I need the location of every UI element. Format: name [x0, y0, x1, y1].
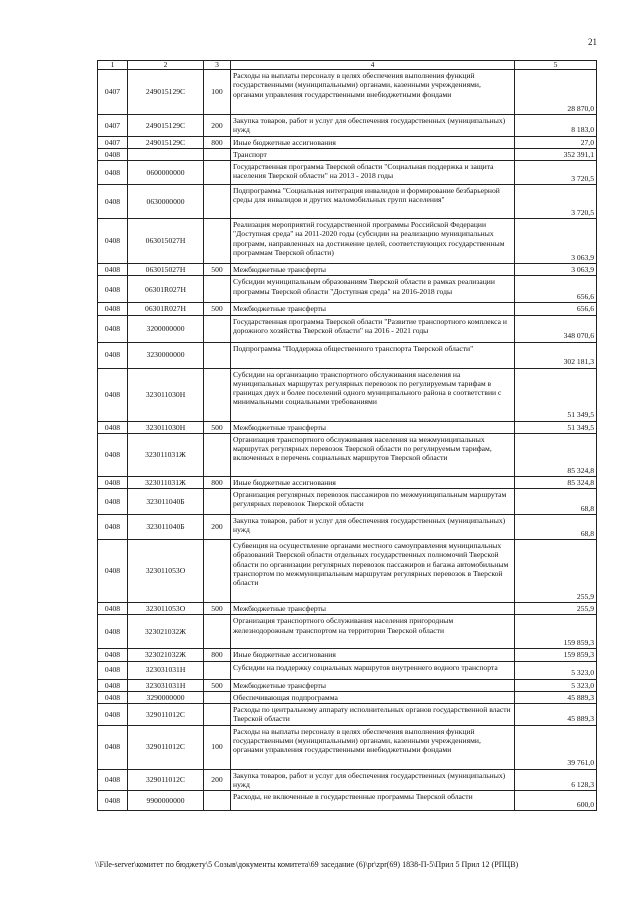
cell-amount: 51 349,5 — [515, 421, 597, 433]
table-row — [98, 489, 597, 515]
cell-code: 0630000000 — [128, 185, 204, 219]
cell-description: Межбюджетные трансферты — [231, 603, 515, 615]
table-row — [98, 185, 597, 219]
cell-amount: 68,8 — [515, 489, 597, 515]
table-row — [98, 342, 597, 368]
cell-code: 9900000000 — [128, 791, 204, 811]
table-row — [98, 433, 597, 476]
cell-amount: 5 323,0 — [515, 679, 597, 691]
cell-amount: 28 870,0 — [515, 70, 597, 115]
cell-section: 0408 — [98, 691, 128, 703]
table-row — [98, 691, 597, 703]
table-row — [98, 264, 597, 276]
table-row — [98, 791, 597, 811]
cell-type — [204, 791, 231, 811]
cell-type: 200 — [204, 515, 231, 540]
cell-description: Закупка товаров, работ и услуг для обеспечения государственных (муниципальных) нужд — [231, 515, 515, 540]
cell-code: 323011030H — [128, 421, 204, 433]
table-row — [98, 276, 597, 303]
cell-description: Расходы на выплаты персоналу в целях обеспечения выполнения функций государственными (муниципальными) органами, казенными учреждениями, органами управления государственными внебюджетными фондами — [231, 70, 515, 115]
cell-code: 323011031Ж — [128, 433, 204, 476]
cell-section: 0408 — [98, 315, 128, 342]
cell-section: 0408 — [98, 368, 128, 421]
cell-code: 063015027H — [128, 264, 204, 276]
cell-type — [204, 342, 231, 368]
cell-type: 100 — [204, 725, 231, 769]
cell-section: 0408 — [98, 725, 128, 769]
cell-type — [204, 315, 231, 342]
cell-amount: 348 070,6 — [515, 315, 597, 342]
cell-description: Субсидии на организацию транспортного обслуживания населения на муниципальных маршрутах регулярных перевозок по регулируемым тарифам в границах двух и более поселений одного муниципального района в соответствии с минимальными социальными требованиями — [231, 368, 515, 421]
cell-type: 500 — [204, 679, 231, 691]
cell-type — [204, 148, 231, 160]
cell-amount: 39 761,0 — [515, 725, 597, 769]
cell-type: 500 — [204, 303, 231, 315]
cell-amount: 159 859,3 — [515, 649, 597, 661]
table-row — [98, 148, 597, 160]
cell-description: Закупка товаров, работ и услуг для обеспечения государственных (муниципальных) нужд — [231, 115, 515, 137]
cell-section: 0408 — [98, 679, 128, 691]
cell-section: 0407 — [98, 70, 128, 115]
cell-section: 0408 — [98, 433, 128, 476]
cell-type: 100 — [204, 70, 231, 115]
cell-section: 0408 — [98, 148, 128, 160]
cell-type — [204, 691, 231, 703]
cell-description: Реализация мероприятий государственной программы Российской Федерации "Доступная среда" на 2011-2020 годы (субсидии на реализацию муниципальных программ, направленных на достижение целей, соответствующих государственным программам Тверской области) — [231, 219, 515, 264]
cell-amount: 6 128,3 — [515, 769, 597, 791]
cell-amount: 656,6 — [515, 303, 597, 315]
table-row — [98, 219, 597, 264]
table-row — [98, 615, 597, 649]
cell-description: Иные бюджетные ассигнования — [231, 136, 515, 148]
cell-code: 323021032Ж — [128, 649, 204, 661]
cell-section: 0408 — [98, 161, 128, 185]
cell-code: 3230000000 — [128, 342, 204, 368]
cell-amount: 600,0 — [515, 791, 597, 811]
cell-section: 0408 — [98, 649, 128, 661]
cell-description: Организация регулярных перевозок пассажиров по межмуниципальным маршрутам регулярных перевозок Тверской области — [231, 489, 515, 515]
cell-type — [204, 540, 231, 603]
cell-section: 0408 — [98, 515, 128, 540]
cell-code: 249015129C — [128, 115, 204, 137]
cell-section: 0408 — [98, 791, 128, 811]
table-row — [98, 421, 597, 433]
cell-section: 0408 — [98, 540, 128, 603]
table-row — [98, 661, 597, 679]
column-header-row — [98, 61, 597, 70]
cell-type: 500 — [204, 421, 231, 433]
cell-description: Подпрограмма "Социальная интеграция инвалидов и формирование безбарьерной среды для инвалидов и других маломобильных групп населения" — [231, 185, 515, 219]
cell-code: 3200000000 — [128, 315, 204, 342]
table-row — [98, 303, 597, 315]
cell-description: Закупка товаров, работ и услуг для обеспечения государственных (муниципальных) нужд — [231, 769, 515, 791]
table-row — [98, 115, 597, 137]
cell-code: 329011012C — [128, 704, 204, 726]
table-row — [98, 161, 597, 185]
cell-code: 249015129C — [128, 136, 204, 148]
cell-description: Государственная программа Тверской области "Развитие транспортного комплекса и дорожного хозяйства Тверской области" на 2016 - 2021 годы — [231, 315, 515, 342]
cell-type — [204, 704, 231, 726]
cell-type: 500 — [204, 264, 231, 276]
table-body — [98, 70, 597, 811]
cell-code: 06301R027H — [128, 303, 204, 315]
table-row — [98, 704, 597, 726]
column-header: 5 — [515, 61, 597, 70]
cell-type — [204, 433, 231, 476]
cell-code: 323011040Б — [128, 489, 204, 515]
cell-section: 0407 — [98, 136, 128, 148]
cell-code: 323011053О — [128, 603, 204, 615]
cell-amount: 656,6 — [515, 276, 597, 303]
cell-type — [204, 161, 231, 185]
cell-amount: 51 349,5 — [515, 368, 597, 421]
file-path-footer: \\File-server\комитет по бюджету\5 Созыв\документы комитета\69 заседание (6)\pr\zpr(69) 1838-П-5\Прил 5 Прил 12 (РПЦВ) — [95, 860, 519, 869]
cell-amount: 8 183,0 — [515, 115, 597, 137]
column-header: 2 — [128, 61, 204, 70]
cell-type — [204, 489, 231, 515]
cell-code — [128, 148, 204, 160]
cell-code: 323021032Ж — [128, 615, 204, 649]
cell-amount: 3 063,9 — [515, 219, 597, 264]
table-row — [98, 540, 597, 603]
cell-amount: 255,9 — [515, 540, 597, 603]
cell-code: 323011040Б — [128, 515, 204, 540]
cell-type: 200 — [204, 769, 231, 791]
cell-description: Организация транспортного обслуживания населения на межмуниципальных маршрутах регулярных перевозок Тверской области по регулируемым тарифам, включенных в перечень социальных маршрутов Тверской области — [231, 433, 515, 476]
page-number: 21 — [588, 37, 597, 47]
table-row — [98, 476, 597, 488]
cell-code: 323031031H — [128, 679, 204, 691]
cell-type: 800 — [204, 649, 231, 661]
cell-amount: 302 181,3 — [515, 342, 597, 368]
cell-type: 800 — [204, 136, 231, 148]
cell-amount: 3 720,5 — [515, 185, 597, 219]
cell-amount: 27,0 — [515, 136, 597, 148]
cell-amount: 85 324,8 — [515, 476, 597, 488]
cell-amount: 352 391,1 — [515, 148, 597, 160]
table-row — [98, 515, 597, 540]
cell-code: 323031031H — [128, 661, 204, 679]
column-header: 1 — [98, 61, 128, 70]
cell-section: 0408 — [98, 769, 128, 791]
cell-description: Межбюджетные трансферты — [231, 303, 515, 315]
cell-code: 323011053О — [128, 540, 204, 603]
cell-code: 249015129C — [128, 70, 204, 115]
cell-amount: 45 889,3 — [515, 691, 597, 703]
cell-section: 0407 — [98, 115, 128, 137]
cell-code: 329011012C — [128, 725, 204, 769]
cell-amount: 255,9 — [515, 603, 597, 615]
cell-description: Субвенция на осуществление органами местного самоуправления муниципальных образований Тверской области отдельных государственных полномочий Тверской области по организации регулярных перевозок пассажиров и багажа автомобильным транспортом по межмуниципальным маршрутам регулярных перевозок в Тверской области — [231, 540, 515, 603]
cell-section: 0408 — [98, 219, 128, 264]
cell-description: Межбюджетные трансферты — [231, 679, 515, 691]
budget-table — [97, 60, 597, 811]
cell-description: Государственная программа Тверской области "Социальная поддержка и защита населения Тверской области" на 2013 - 2018 годы — [231, 161, 515, 185]
cell-code: 0600000000 — [128, 161, 204, 185]
table-row — [98, 136, 597, 148]
cell-amount: 5 323,0 — [515, 661, 597, 679]
cell-amount: 3 063,9 — [515, 264, 597, 276]
cell-description: Расходы, не включенные в государственные программы Тверской области — [231, 791, 515, 811]
cell-type — [204, 185, 231, 219]
cell-description: Расходы по центральному аппарату исполнительных органов государственной власти Тверской области — [231, 704, 515, 726]
cell-description: Иные бюджетные ассигнования — [231, 476, 515, 488]
cell-type — [204, 615, 231, 649]
table-row — [98, 368, 597, 421]
cell-code: 06301R027H — [128, 276, 204, 303]
cell-amount: 45 889,3 — [515, 704, 597, 726]
cell-section: 0408 — [98, 615, 128, 649]
table-row — [98, 315, 597, 342]
table-row — [98, 769, 597, 791]
table-row — [98, 603, 597, 615]
table-row — [98, 679, 597, 691]
cell-description: Обеспечивающая подпрограмма — [231, 691, 515, 703]
cell-code: 3290000000 — [128, 691, 204, 703]
cell-code: 329011012C — [128, 769, 204, 791]
table-row — [98, 725, 597, 769]
table-row — [98, 649, 597, 661]
cell-type — [204, 276, 231, 303]
cell-type: 500 — [204, 603, 231, 615]
cell-description: Субсидии на поддержку социальных маршрутов внутреннего водного транспорта — [231, 661, 515, 679]
cell-type — [204, 661, 231, 679]
cell-description: Иные бюджетные ассигнования — [231, 649, 515, 661]
cell-section: 0408 — [98, 276, 128, 303]
cell-section: 0408 — [98, 421, 128, 433]
cell-section: 0408 — [98, 185, 128, 219]
cell-description: Расходы на выплаты персоналу в целях обеспечения выполнения функций государственными (муниципальными) органами, казенными учреждениями, органами управления государственными внебюджетными фондами — [231, 725, 515, 769]
cell-type — [204, 219, 231, 264]
cell-code: 063015027H — [128, 219, 204, 264]
cell-section: 0408 — [98, 264, 128, 276]
cell-section: 0408 — [98, 342, 128, 368]
cell-type: 800 — [204, 476, 231, 488]
column-header: 3 — [204, 61, 231, 70]
cell-description: Субсидии муниципальным образованиям Тверской области в рамках реализации программы Тверской области "Доступная среда" на 2016-2018 годы — [231, 276, 515, 303]
cell-amount: 68,8 — [515, 515, 597, 540]
cell-description: Подпрограмма "Поддержка общественного транспорта Тверской области" — [231, 342, 515, 368]
table-row — [98, 70, 597, 115]
cell-section: 0408 — [98, 303, 128, 315]
cell-description: Межбюджетные трансферты — [231, 264, 515, 276]
cell-description: Транспорт — [231, 148, 515, 160]
cell-type — [204, 368, 231, 421]
cell-section: 0408 — [98, 603, 128, 615]
cell-code: 323011031Ж — [128, 476, 204, 488]
cell-amount: 85 324,8 — [515, 433, 597, 476]
cell-amount: 3 720,5 — [515, 161, 597, 185]
cell-section: 0408 — [98, 661, 128, 679]
cell-description: Межбюджетные трансферты — [231, 421, 515, 433]
cell-description: Организация транспортного обслуживания населения пригородным железнодорожным транспортом на территории Тверской области — [231, 615, 515, 649]
cell-section: 0408 — [98, 489, 128, 515]
cell-amount: 159 859,3 — [515, 615, 597, 649]
cell-section: 0408 — [98, 704, 128, 726]
column-header: 4 — [231, 61, 515, 70]
cell-type: 200 — [204, 115, 231, 137]
cell-section: 0408 — [98, 476, 128, 488]
cell-code: 323011030H — [128, 368, 204, 421]
